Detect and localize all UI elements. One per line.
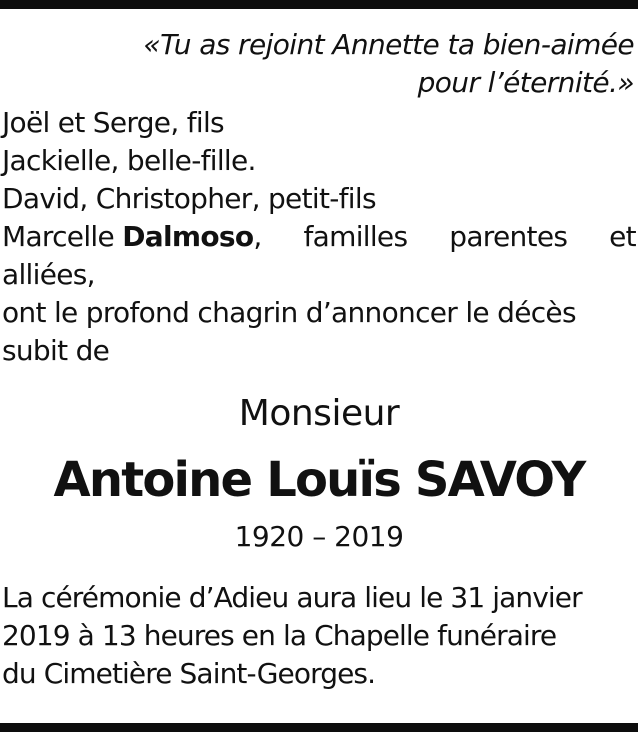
deceased-honorific: Monsieur [238, 393, 400, 434]
top-border-rule [0, 0, 638, 9]
family-line-allies: alliées, [2, 258, 95, 291]
family-line-announcement: ont le profond chagrin d’annoncer le décès [2, 296, 576, 329]
quote-line-1: «Tu as rejoint Annette ta bien-aimée [143, 28, 634, 61]
relative-first-name: Marcelle [2, 220, 115, 253]
relative-surname: Dalmoso [122, 220, 254, 253]
bottom-border-rule [0, 723, 638, 732]
quote-line-2: pour l’éternité.» [417, 66, 634, 99]
family-line-daughter-in-law: Jackielle, belle-fille. [2, 144, 256, 177]
family-line-grandsons: David, Christopher, petit-fils [2, 182, 376, 215]
ceremony-line-2: 2019 à 13 heures en la Chapelle funéraire [2, 619, 557, 652]
family-line-sons: Joël et Serge, fils [2, 106, 224, 139]
ceremony-details [2, 579, 636, 693]
ceremony-line-3: du Cimetière Saint-Georges. [2, 657, 376, 690]
relative-first-name-group [2, 218, 262, 256]
relative-word-familles: familles [303, 220, 408, 253]
ceremony-line-1: La cérémonie d’Adieu aura lieu le 31 janvier [2, 581, 582, 614]
family-line-relatives [2, 218, 636, 256]
relative-word-parentes: parentes [449, 220, 568, 253]
relative-comma: , [253, 220, 262, 253]
deceased-name: Antoine Louïs SAVOY [53, 452, 585, 508]
deceased-years: 1920 – 2019 [234, 520, 404, 553]
family-line-subit: subit de [2, 334, 110, 367]
relative-word-et: et [609, 220, 636, 253]
epitaph-quote [34, 26, 634, 102]
family-announcement [2, 104, 636, 370]
